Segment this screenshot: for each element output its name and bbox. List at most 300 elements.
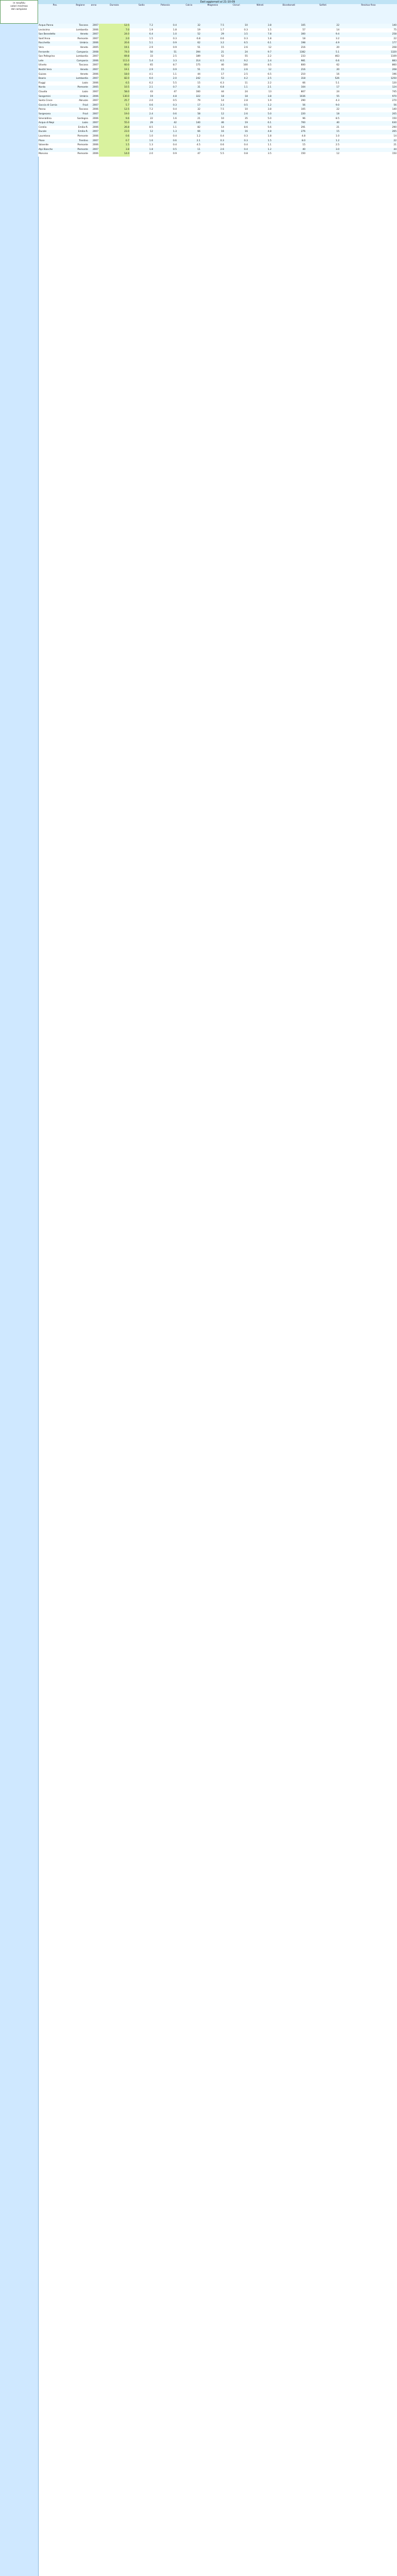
table-cell: Umbria [80,42,88,45]
table-cell: 7.5 [220,24,224,27]
table-cell: 1.1 [244,86,248,89]
table-cell: 66 [197,130,200,133]
table-cell: 2.8 [244,99,248,103]
column-header: anno [91,4,97,7]
table-cell: 6.8 [220,86,224,89]
table-cell: 19 [150,95,153,98]
table-cell: 3.8 [268,95,271,98]
table-cell: 11 [245,81,248,84]
table-cell: 19 [197,28,200,31]
table-cell: 970 [392,95,396,98]
table-cell: 74.0 [99,50,130,55]
table-cell: Veneto [80,69,88,71]
table-cell: 1.8 [268,37,271,40]
table-cell: 5.1 [336,50,339,54]
table-cell: 23.0 [99,130,130,134]
table-cell: 318 [301,77,305,80]
table-cell: 160 [196,91,200,93]
table-cell: 290 [301,99,305,103]
table-cell: 2.9 [149,46,153,49]
table-cell: Veneto [80,73,88,76]
table-cell: 8.5 [336,117,339,120]
table-cell: 2007 [92,99,98,103]
table-cell: Plose [39,139,45,142]
table-cell: Lauretana [39,135,50,138]
table-cell: 0.4 [173,108,177,111]
table-cell: Claudia [39,91,47,93]
table-cell: 22 [336,108,339,111]
table-cell: 51 [197,46,200,49]
table-cell: 0.3 [220,139,224,142]
table-cell: 5.1 [149,42,153,45]
table-cell: 35 [245,117,248,120]
table-cell: 7.8 [268,33,271,36]
table-cell: 6.5 [268,73,271,76]
table-cell: 630 [392,122,396,125]
table-cell: 1320 [390,50,396,54]
table-cell: 6.1 [268,42,271,45]
table-cell: 0.7 [173,86,177,89]
table-cell: 0.5 [173,148,177,151]
table-cell: Piemonte [77,135,88,138]
table-cell: 1382 [299,50,305,54]
table-cell: 10 [221,117,224,120]
table-cell: 4.3 [336,99,339,103]
table-cell: 600 [301,64,305,67]
table-cell: 21 [221,50,224,54]
table-cell: 1.1 [173,73,177,76]
table-cell: 82.0 [99,77,130,81]
table-cell: 104 [301,86,305,89]
table-cell: 9.7 [268,50,271,54]
table-row[interactable] [38,148,397,152]
table-cell: 2005 [92,46,98,49]
table-cell: 9.2 [244,59,248,62]
table-cell: 58 [197,113,200,115]
table-cell: 1.0 [149,135,153,138]
table-cell: 6.5 [99,81,130,86]
table-row[interactable] [38,24,397,28]
table-cell: 258 [392,33,396,36]
table-cell: 40 [336,122,339,125]
table-row[interactable] [38,32,397,37]
table-cell: 2006 [92,126,98,129]
table-row[interactable] [38,126,397,130]
table-cell: 2005 [92,86,98,89]
table-cell: 1.6 [149,139,153,142]
table-cell: 8.5 [268,64,271,67]
table-cell: 1.0 [173,33,177,36]
table-cell: 2007 [92,139,98,142]
table-cell: 140 [392,24,396,27]
table-cell: 1036 [299,95,305,98]
table-cell: 745 [392,91,396,93]
table-cell: 19 [245,122,248,125]
table-row[interactable] [38,121,397,126]
table-cell: 3.0 [336,148,339,151]
table-cell: 12 [268,69,271,71]
table-cell: 44 [393,148,396,151]
table-cell: 55 [336,95,339,98]
table-cell: 2.6 [244,113,248,115]
table-cell: 0.3 [244,37,248,40]
table-cell: 5.1 [336,81,339,84]
table-cell: Cerelia [39,126,47,129]
table-cell: 6.4 [149,33,153,36]
table-cell: 100 [243,64,248,67]
table-cell: 2.5 [336,144,339,147]
table-cell: Ferrarelle [39,50,49,54]
table-cell: 15 [302,144,305,147]
table-cell: San Pellegrino [39,55,55,58]
table-cell: Valverde [39,144,49,147]
table-cell: 12 [268,46,271,49]
table-cell: 111.0 [99,59,130,64]
table-row[interactable] [38,152,397,157]
table-row[interactable] [38,112,397,117]
table-cell: 1.7 [220,28,224,31]
table-cell: 18.0 [99,73,130,77]
table-row[interactable] [38,77,397,81]
table-cell: 17 [221,73,224,76]
table-cell: Friuli [82,104,88,107]
table-cell: 1.6 [173,117,177,120]
table-cell: 124 [392,86,396,89]
table-cell: 4.9 [336,42,339,45]
table-cell: 13 [268,91,271,93]
table-cell: 150 [392,152,396,156]
table-row[interactable] [38,68,397,73]
table-row[interactable] [38,28,397,33]
table-cell: 1.5 [149,37,153,40]
table-cell: 2007 [92,77,98,80]
table-cell: 12 [221,113,224,115]
table-cell: 2.0 [173,77,177,80]
table-cell: 140 [196,122,200,125]
table-cell: 44 [221,91,224,93]
column-header: Regione [76,4,85,7]
table-cell: 0.9 [173,46,177,49]
table-cell: 50 [150,50,153,54]
table-cell: 16 [245,130,248,133]
table-cell: 1.2 [268,148,271,151]
table-cell: 2007 [92,33,98,36]
table-cell: 4.8 [302,135,305,138]
table-cell: Levissima [39,28,50,31]
table-cell: 291 [301,126,305,129]
table-cell: 2006 [92,108,98,111]
table-cell: 0.4 [244,148,248,151]
table-cell: 8.5 [149,126,153,129]
table-cell: Rocchetta [39,42,50,45]
table-row[interactable] [38,99,397,104]
table-cell: 1.1 [173,126,177,129]
table-cell: 216 [301,69,305,71]
table-cell: 2.6 [244,46,248,49]
table-cell: 2007 [92,130,98,133]
table-cell: 18 [336,113,339,115]
table-cell: 216 [301,46,305,49]
table-cell: 105 [301,108,305,111]
table-cell: 2006 [92,95,98,98]
table-cell: 205 [392,113,396,115]
table-cell: 22 [393,37,396,40]
table-cell: 3.2 [336,37,339,40]
table-cell: 24.0 [99,32,130,37]
column-header: Durezza [110,4,119,7]
table-row[interactable] [38,50,397,55]
table-cell: 5.0 [268,113,271,115]
table-cell: 0.9 [173,42,177,45]
table-cell: 14 [221,126,224,129]
table-cell: 22 [150,117,153,120]
table-cell: 2007 [92,64,98,67]
table-cell: 1.3 [173,130,177,133]
table-row[interactable] [38,108,397,112]
table-cell: 12.5 [99,24,130,28]
table-cell: 9.6 [99,117,130,122]
table-cell: 2006 [92,73,98,76]
table-cell: 2007 [92,148,98,151]
column-header: Calcio [185,4,193,7]
table-cell: 8.6 [244,126,248,129]
table-cell: 65 [150,64,153,67]
table-cell: 60.0 [99,63,130,68]
table-cell: 7.5 [220,108,224,111]
table-cell: 276 [301,130,305,133]
table-row[interactable] [38,37,397,42]
table-cell: 883 [392,59,396,62]
table-cell: Abruzzo [79,99,88,103]
table-row[interactable] [38,139,397,144]
table-cell: 15 [221,69,224,71]
table-cell: 10 [245,108,248,111]
table-cell: 11 [197,148,200,151]
table-cell: 270 [392,99,396,103]
table-cell: 4.8 [173,95,177,98]
table-row[interactable] [38,117,397,122]
table-cell: 1.3 [149,144,153,147]
table-cell: 7.2 [149,108,153,111]
table-cell: 17 [336,86,339,89]
table-cell: Lombardia [76,77,88,80]
table-cell: Toscana [79,24,88,27]
table-cell: 6.5 [220,59,224,62]
table-cell: 14.0 [99,152,130,157]
table-cell: Lazio [82,81,88,84]
table-cell: 189 [196,55,200,58]
table-cell: 6.3 [220,81,224,84]
table-cell: 8.0 [302,139,305,142]
table-cell: 22 [336,24,339,27]
table-cell: 18 [302,37,305,40]
table-cell: 2.5 [173,55,177,58]
header-info [0,0,38,24]
table-cell: 14 [336,28,339,31]
table-cell: Emilia-R. [78,126,88,129]
table-cell: 5.6 [268,126,271,129]
table-cell: Lazio [82,91,88,93]
table-cell: 2.6 [220,148,224,151]
table-cell: 2007 [92,24,98,27]
table-cell: 14 [393,135,396,138]
table-cell: 2006 [92,117,98,120]
table-cell: Toscana [79,108,88,111]
table-cell: 2.0 [149,152,153,156]
table-header [38,4,397,24]
table-cell: 220 [301,113,305,115]
table-cell: 526 [335,77,339,80]
table-cell: 22 [393,139,396,142]
table-cell: 3.5 [268,152,271,156]
table-cell: 2.9 [149,69,153,71]
table-cell: 3.8 [268,24,271,27]
table-cell: 26.8 [99,126,130,130]
table-cell: 1.9 [149,28,153,31]
table-cell: 2.0 [149,99,153,103]
table-row[interactable] [38,130,397,134]
column-header: Potassio [161,4,170,7]
table-cell: 2.4 [268,59,271,62]
table-cell: 1.2 [336,139,339,142]
table-cell: 2.6 [244,69,248,71]
table-cell: 0.6 [173,139,177,142]
table-cell: 4.1 [149,73,153,76]
table-row[interactable] [38,41,397,46]
table-cell: 96 [302,117,305,120]
table-cell: Toscana [79,64,88,67]
column-header: Bicarbonati [282,4,296,7]
table-cell: 8.7 [173,64,177,67]
table-cell: 2.5 [268,77,271,80]
column-header: Nitrati [256,4,264,7]
table-cell: 208 [392,69,396,71]
table-cell: Fiuggi [39,81,46,84]
table-cell: 463 [335,55,339,58]
table-cell: 394 [196,50,200,54]
table-cell: 12.5 [99,108,130,112]
table-row[interactable] [38,86,397,90]
table-row[interactable] [38,90,397,95]
table-cell: 140 [392,108,396,111]
column-header: Solfati [319,4,326,7]
table-cell: 1.8 [149,148,153,151]
table-row[interactable] [38,63,397,68]
header-info-line: valori min/max [10,5,28,8]
table-cell: 6.8 [197,37,200,40]
table-cell: 2.1 [149,86,153,89]
table-cell: 0.4 [173,135,177,138]
table-cell: 0.4 [173,144,177,147]
table-row[interactable] [38,134,397,139]
table-cell: 2.0 [99,37,130,42]
table-cell: Piemonte [77,144,88,147]
table-row[interactable] [38,143,397,148]
table-cell: 233 [301,55,305,58]
table-cell: Sorgesana [39,113,51,115]
table-cell: 40 [221,64,224,67]
table-cell: 5.0 [268,117,271,120]
table-cell: 2.2 [268,55,271,58]
table-cell: 2007 [92,122,98,125]
table-row[interactable] [38,55,397,59]
table-cell: 2006 [92,144,98,147]
table-cell: 177 [392,42,396,45]
table-cell: 3.3 [173,59,177,62]
table-cell: Piemonte [77,152,88,156]
table-cell: 1.1 [268,144,271,147]
table-cell: 52 [197,33,200,36]
table-cell: 6.2 [149,81,153,84]
table-cell: 20 [336,69,339,71]
table-row[interactable] [38,104,397,108]
table-cell: 290 [392,126,396,129]
table-cell: 18 [221,95,224,98]
table-cell: 0.5 [173,99,177,103]
table-cell: 5.5 [220,152,224,156]
table-cell: 4.8 [268,130,271,133]
table-cell: 2.2 [268,81,271,84]
table-cell: 47 [197,152,200,156]
table-row[interactable] [38,59,397,64]
table-cell: Ducale [39,130,47,133]
table-cell: 322 [196,95,200,98]
table-row[interactable] [38,73,397,77]
table-cell: 3.2 [220,42,224,45]
table-cell: 51 [197,69,200,71]
table-cell: 6.0 [149,77,153,80]
table-cell: 6.5 [244,42,248,45]
column-header: Sodio [139,4,145,7]
table-row[interactable] [38,95,397,99]
table-cell: 24 [245,50,248,54]
table-row[interactable] [38,46,397,50]
table-cell: 66 [302,81,305,84]
table-cell: 0.6 [220,37,224,40]
table-cell: 150 [392,117,396,120]
table-cell: 44 [197,73,200,76]
table-cell: Veneto [80,46,88,49]
table-cell: 208 [392,46,396,49]
table-cell: 82 [197,126,200,129]
table-cell: 55 [245,55,248,58]
table-cell: 0.9 [173,152,177,156]
table-cell: 1.5 [268,28,271,31]
column-header: Pos. [53,4,58,7]
table-cell: San Benedetto [39,33,56,36]
table-cell: Piemonte [77,148,88,151]
table-cell: Campania [76,59,88,62]
table-cell: 0.3 [244,139,248,142]
table-cell: 52 [221,55,224,58]
table-cell: 7.0 [99,28,130,33]
table-cell: 33 [150,55,153,58]
table-cell: Uliveto [39,64,47,67]
table-cell: Vera [39,46,44,49]
table-cell: 14 [221,99,224,103]
table-cell: 2007 [92,69,98,71]
table-cell: 21 [336,126,339,129]
table-row[interactable] [38,81,397,86]
table-cell: Acqua Panna [39,24,54,27]
table-cell: 2007 [92,113,98,115]
table-cell: 5.4 [149,59,153,62]
table-cell: 3.5 [244,33,248,36]
table-cell: 130.0 [99,95,130,99]
table-cell: 0.3 [173,104,177,107]
table-cell: 3.3 [220,104,224,107]
table-cell: 29 [221,33,224,36]
